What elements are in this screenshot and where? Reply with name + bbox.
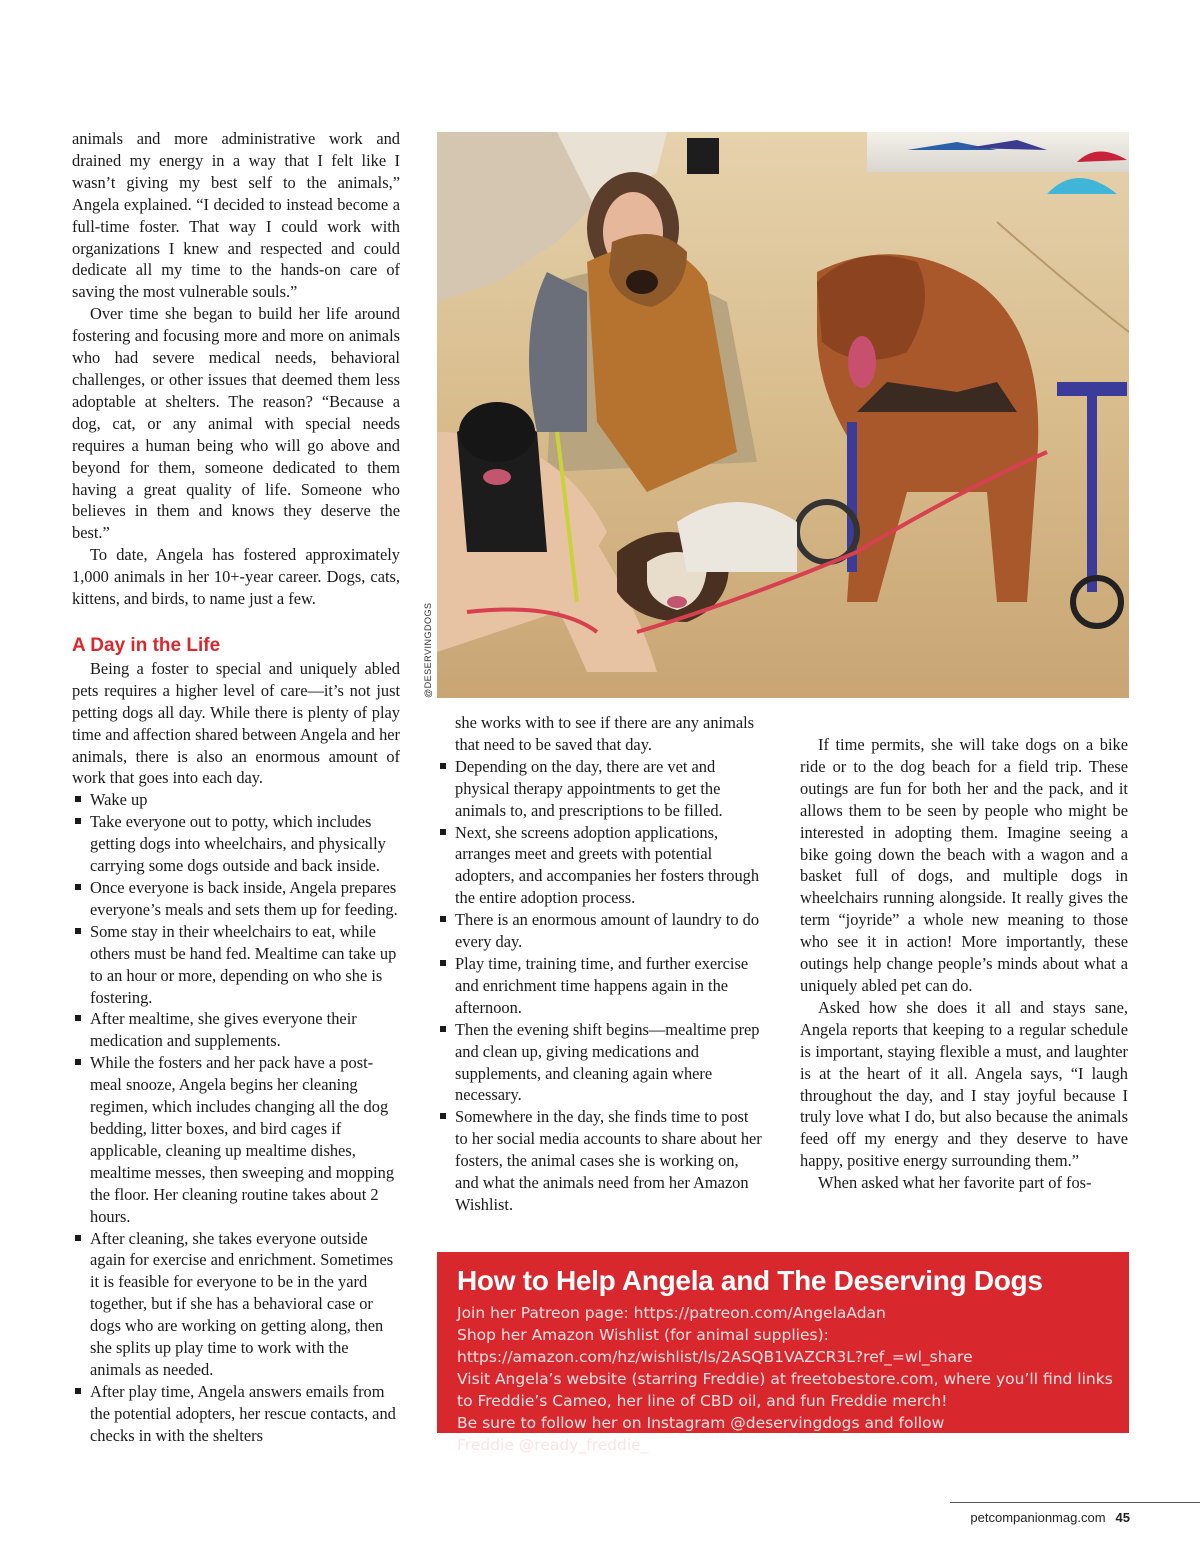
list-item: Somewhere in the day, she finds time to post to her social media accounts to share about her fosters, the animal cases she is working on, and what the animals need from her Amazon Wishlist.: [437, 1106, 764, 1216]
wishlist-line: Shop her Amazon Wishlist (for animal supplies):: [457, 1326, 829, 1344]
footer-site: petcompanionmag.com: [970, 1510, 1106, 1525]
website-line[interactable]: Visit Angela’s website (starring Freddie) at freetobestore.com, where you’ll find links: [457, 1370, 1113, 1388]
paragraph: When asked what her favorite part of fos-: [818, 1173, 1092, 1193]
patreon-line[interactable]: Join her Patreon page: https://patreon.com/AngelaAdan: [457, 1304, 886, 1322]
list-item: After play time, Angela answers emails from the potential adopters, her rescue contacts, and checks in with the shelters: [72, 1381, 400, 1447]
wishlist-link[interactable]: https://amazon.com/hz/wishlist/ls/2ASQB1VAZCR3L?ref_=wl_share: [457, 1348, 973, 1366]
daily-routine-list: [72, 789, 400, 1446]
list-item: Wake up: [72, 789, 400, 811]
list-item: Play time, training time, and further exercise and enrichment time happens again in the afternoon.: [437, 953, 764, 1019]
article-column-3: [800, 734, 1128, 1194]
list-item: Then the evening shift begins—mealtime prep and clean up, giving medications and supplements, and cleaning again where necessary.: [437, 1019, 764, 1107]
sidebar-title: How to Help Angela and The Deserving Dogs: [457, 1265, 1043, 1296]
how-to-help-sidebar: [437, 1252, 1129, 1454]
paragraph: Being a foster to special and uniquely abled pets requires a higher level of care—it’s not just petting dogs all day. While there is plenty of play time and affection shared between Angela and her animals, there is also an enormous amount of work that goes into each day.: [72, 658, 400, 788]
page-number: 45: [1115, 1510, 1130, 1525]
list-item: There is an enormous amount of laundry to do every day.: [437, 909, 764, 953]
continued-text: she works with to see if there are any animals that need to be saved that day.: [455, 713, 755, 754]
paragraph: If time permits, she will take dogs on a bike ride or to the dog beach for a field trip. These outings are fun for both her and the pack, and it allows them to be seen by people who might be interested in adopting them. Imagine seeing a bike going down the beach with a wagon and a basket full of dogs, and multiple dogs in wheelchairs running alongside. It really gives the term “joyride” a whole new meaning to those who see it in action! More importantly, these outings help change people’s minds about what a uniquely abled pet can do.: [800, 735, 1128, 995]
section-heading: A Day in the Life: [72, 634, 221, 656]
list-item: While the fosters and her pack have a post-meal snooze, Angela begins her cleaning regimen, which includes changing all the dog bedding, litter boxes, and bird cages if applicable, cleaning up mealtime dishes, mealtime messes, then sweeping and mopping the floor. Her cleaning routine takes about 2 hours.: [72, 1052, 400, 1227]
article-column-1: [72, 128, 400, 1447]
list-item: Once everyone is back inside, Angela prepares everyone’s meals and sets them up for feeding.: [72, 877, 400, 921]
list-item: After mealtime, she gives everyone their medication and supplements.: [72, 1008, 400, 1052]
daily-routine-list-continued: [437, 756, 764, 1216]
instagram-line-2[interactable]: Freddie @ready_freddie_: [457, 1436, 649, 1454]
photo-credit: @DESERVINGDOGS: [423, 602, 433, 698]
footer-rule: [950, 1502, 1200, 1503]
paragraph: animals and more administrative work and drained my energy in a way that I felt like I wasn’t giving my best self to the animals,” Angela explained. “I decided to instead become a full-time foster. That way I could work with organizations I knew and respected and could dedicate all my time to the hands-on care of saving the most vulnerable souls.”: [72, 129, 400, 302]
instagram-line[interactable]: Be sure to follow her on Instagram @deservingdogs and follow: [457, 1414, 945, 1432]
article-column-2: [437, 712, 764, 1216]
paragraph: Over time she began to build her life around fostering and focusing more and more on animals who had severe medical needs, behavioral challenges, or other issues that deemed them less adoptable at shelters. The reason? “Because a dog, cat, or any animal with special needs requires a human being who will go above and beyond for them, someone dedicated to them having a great quality of life. Someone who believes in them and knows they deserve the best.”: [72, 304, 400, 543]
paragraph: Asked how she does it all and stays sane, Angela reports that keeping to a regular schedule is important, staying flexible a must, and laughter is at the heart of it all. Angela says, “I laugh throughout the day, and I stay joyful because I truly love what I do, but also because the animals feed off my energy and they deserve to have happy, positive energy surrounding them.”: [800, 997, 1128, 1171]
list-item: Next, she screens adoption applications, arranges meet and greets with potential adopters, and accompanies her fosters through the entire adoption process.: [437, 822, 764, 910]
paragraph: To date, Angela has fostered approximately 1,000 animals in her 10+-year career. Dogs, cats, kittens, and birds, to name just a few.: [72, 545, 400, 609]
list-item: After cleaning, she takes everyone outside again for exercise and enrichment. Sometimes it is feasible for everyone to be in the yard together, but if she has a behavioral case or dogs who are working on getting along, then she splits up play time to work with the animals as needed.: [72, 1228, 400, 1381]
beach-dogs-photo: [437, 132, 1129, 698]
list-item: Take everyone out to potty, which includes getting dogs into wheelchairs, and physically carrying some dogs outside and back inside.: [72, 811, 400, 877]
list-item: Depending on the day, there are vet and physical therapy appointments to get the animals to, and prescriptions to be filled.: [437, 756, 764, 822]
page-footer: [970, 1510, 1130, 1525]
list-item: Some stay in their wheelchairs to eat, while others must be hand fed. Mealtime can take up to an hour or more, depending on who she is fostering.: [72, 921, 400, 1009]
website-line-2: to Freddie’s Cameo, her line of CBD oil, and fun Freddie merch!: [457, 1392, 948, 1410]
